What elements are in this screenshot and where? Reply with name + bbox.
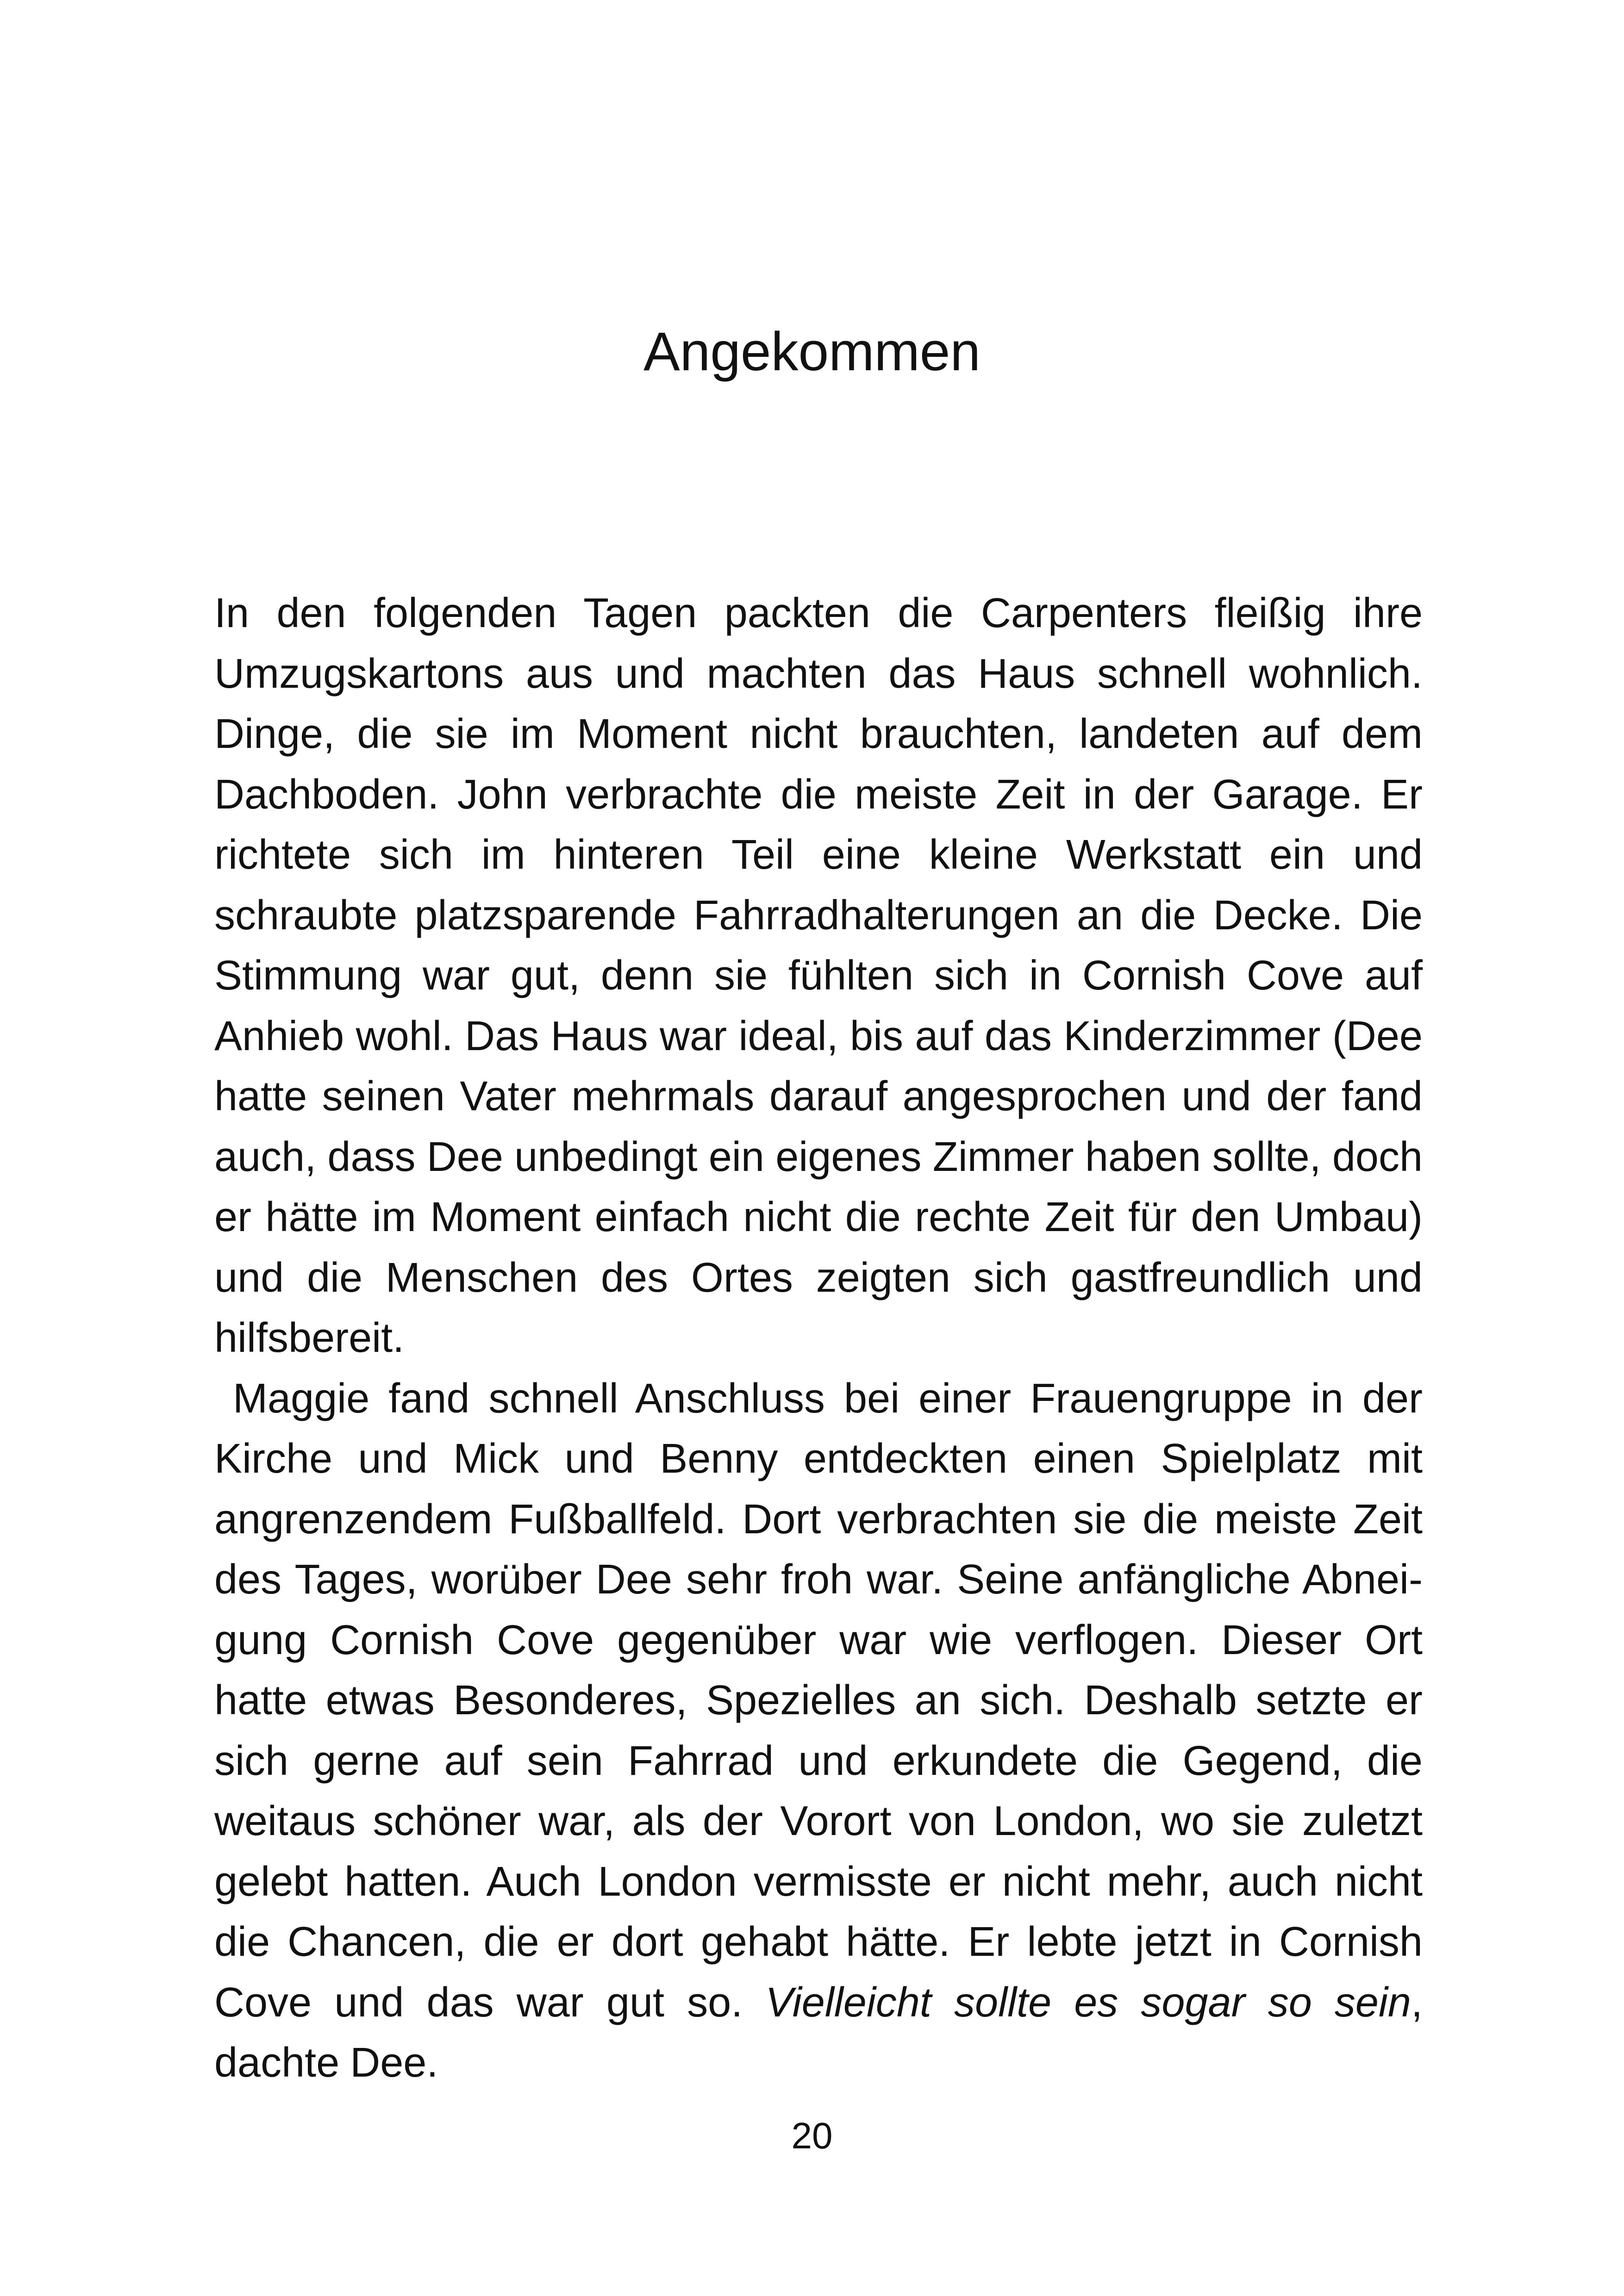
paragraph-2 [214, 1369, 1423, 2093]
page-number: 20 [791, 2115, 833, 2156]
paragraph-2-italic-thought: Vielleicht sollte es sogar so sein [765, 1979, 1411, 2026]
paragraph-2-text: Maggie fand schnell Anschluss bei einer Frauengruppe in der Kirche und Mick und Benny entdeckten einen Spielplatz mit angrenzendem Fußballfeld. Dort verbrachten sie die meiste Zeit des Tages, worüber Dee sehr froh war. Seine anfängliche Abneigung Cornish Cove gegenüber war wie verflogen. Dieser Ort hatte etwas Besonderes, Spezielles an sich. Deshalb setzte er sich gerne auf sein Fahrrad und erkundete die Gegend, die weitaus schöner war, als der Vorort von London, wo sie zuletzt gelebt hatten. Auch London vermisste er nicht mehr, auch nicht die Chancen, die er dort gehabt hätte. Er lebte jetzt in Cornish Cove und das war gut so. [214, 1375, 1423, 2026]
chapter-title: Angekommen [643, 321, 981, 382]
paragraph-2-ending: , dachte Dee. [214, 1979, 1423, 2086]
chapter-body [214, 583, 1423, 2093]
paragraph-1: In den folgenden Tagen packten die Carpenters fleißig ihre Umzugskartons aus und machten das Haus schnell wohnlich. Dinge, die sie im Moment nicht brauchten, landeten auf dem Dachboden. John verbrachte die meiste Zeit in der Garage. Er richtete sich im hinteren Teil eine kleine Werkstatt ein und schraubte platzsparende Fahrradhalterungen an die Decke. Die Stimmung war gut, denn sie fühlten sich in Cornish Cove auf Anhieb wohl. Das Haus war ideal, bis auf das Kinderzimmer (Dee hatte seinen Vater mehrmals darauf angesprochen und der fand auch, dass Dee unbedingt ein eigenes Zimmer haben sollte, doch er hätte im Moment einfach nicht die rechte Zeit für den Umbau) und die Menschen des Ortes zeigten sich gastfreundlich und hilfsbereit. [214, 590, 1423, 1361]
